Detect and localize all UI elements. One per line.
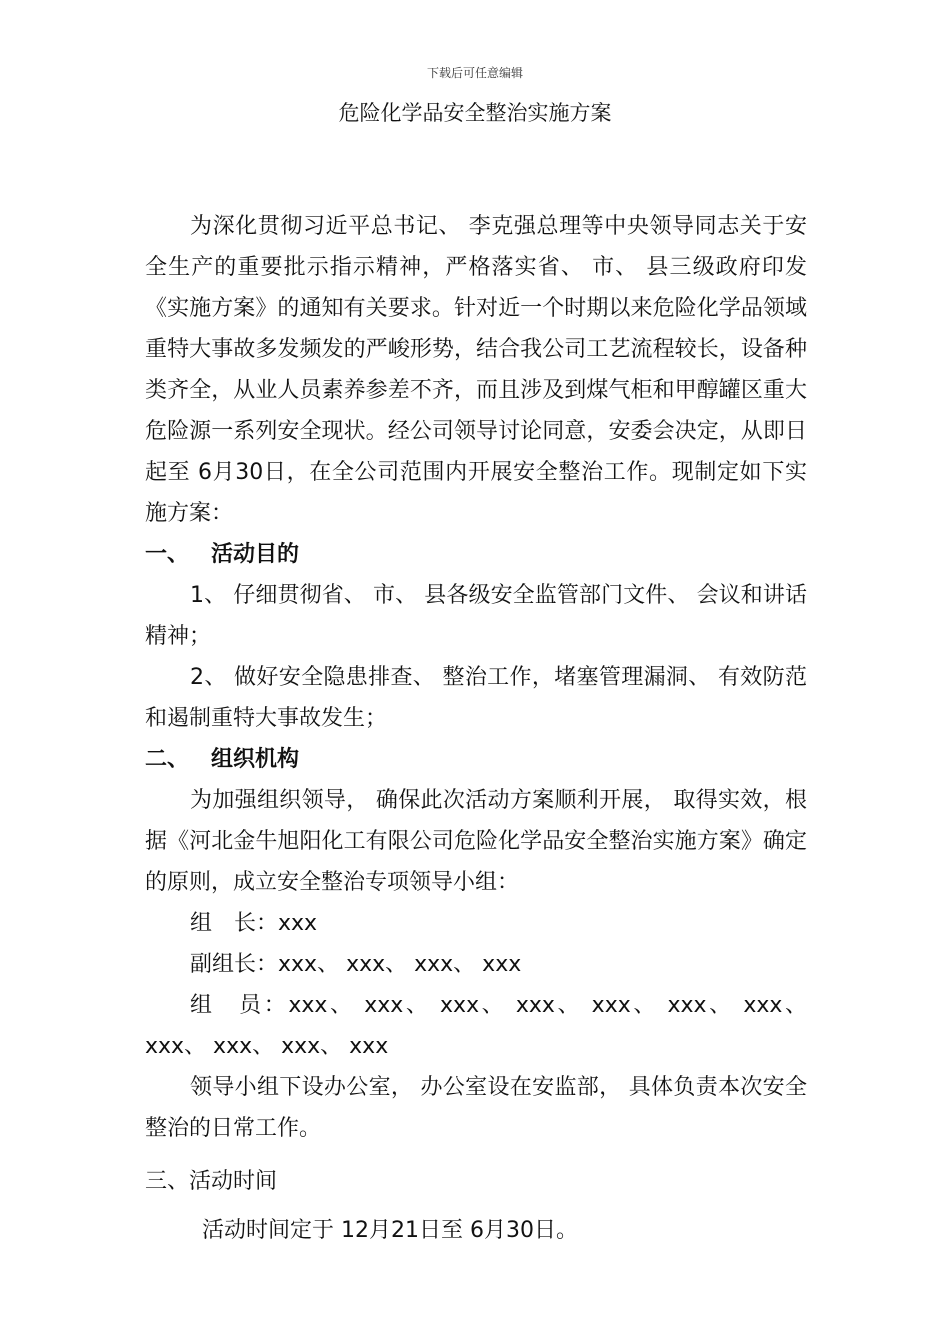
activity-time: 活动时间定于 12月21日至 6月30日。 xyxy=(202,1218,578,1243)
intro-paragraph: 为深化贯彻习近平总书记、 李克强总理等中央领导同志关于安全生产的重要批示指示精神，严格落实省、 市、 县三级政府印发《实施方案》的通知有关要求。针对近一个时期以来危险化学品领域重特大事故多发频发的严峻形势，结合我公司工艺流程较长，设备种类齐全，从业人员素养参差不齐，而且涉及到煤气柜和甲醇罐区重大危险源一系列安全现状。经公司领导讨论同意，安委会决定，从即日起至 6月30日，在全公司范围内开展安全整治工作。现制定如下实施方案： xyxy=(145,214,807,526)
organization-paragraph: 为加强组织领导， 确保此次活动方案顺利开展， 取得实效，根据《河北金牛旭阳化工有限公司危险化学品安全整治实施方案》确定的原则，成立安全整治专项领导小组： xyxy=(145,788,807,895)
document-body xyxy=(145,206,807,1251)
deputy-label: 副组长： xyxy=(190,952,279,977)
section-title: 活动目的 xyxy=(211,542,300,567)
members-value: xxx、 xxx、 xxx、 xxx、 xxx、 xxx、 xxx、xxx、 xxx、 xxx、 xxx xyxy=(145,993,807,1059)
leader-label: 组 长： xyxy=(190,911,279,936)
section-heading-3: 三、活动时间 xyxy=(145,1169,278,1194)
list-item: 2、 做好安全隐患排查、 整治工作，堵塞管理漏洞、 有效防范和遏制重特大事故发生； xyxy=(145,665,807,731)
download-note: 下载后可任意编辑 xyxy=(426,66,523,80)
members-label: 组 员： xyxy=(190,993,289,1018)
deputy-row xyxy=(145,944,807,985)
document-title: 危险化学品安全整治实施方案 xyxy=(338,101,612,125)
section-number: 一、 xyxy=(145,542,190,567)
section-title: 组织机构 xyxy=(211,747,300,772)
office-paragraph: 领导小组下设办公室， 办公室设在安监部， 具体负责本次安全整治的日常工作。 xyxy=(145,1075,807,1141)
list-item: 1、 仔细贯彻省、 市、 县各级安全监管部门文件、 会议和讲话精神； xyxy=(145,583,807,649)
section-heading-2 xyxy=(145,739,807,780)
members-row xyxy=(145,985,807,1067)
section-number: 二、 xyxy=(145,747,190,772)
deputy-value: xxx、 xxx、 xxx、 xxx xyxy=(278,952,522,977)
leader-row xyxy=(145,903,807,944)
section-heading-1 xyxy=(145,534,807,575)
leader-value: xxx xyxy=(278,911,318,936)
